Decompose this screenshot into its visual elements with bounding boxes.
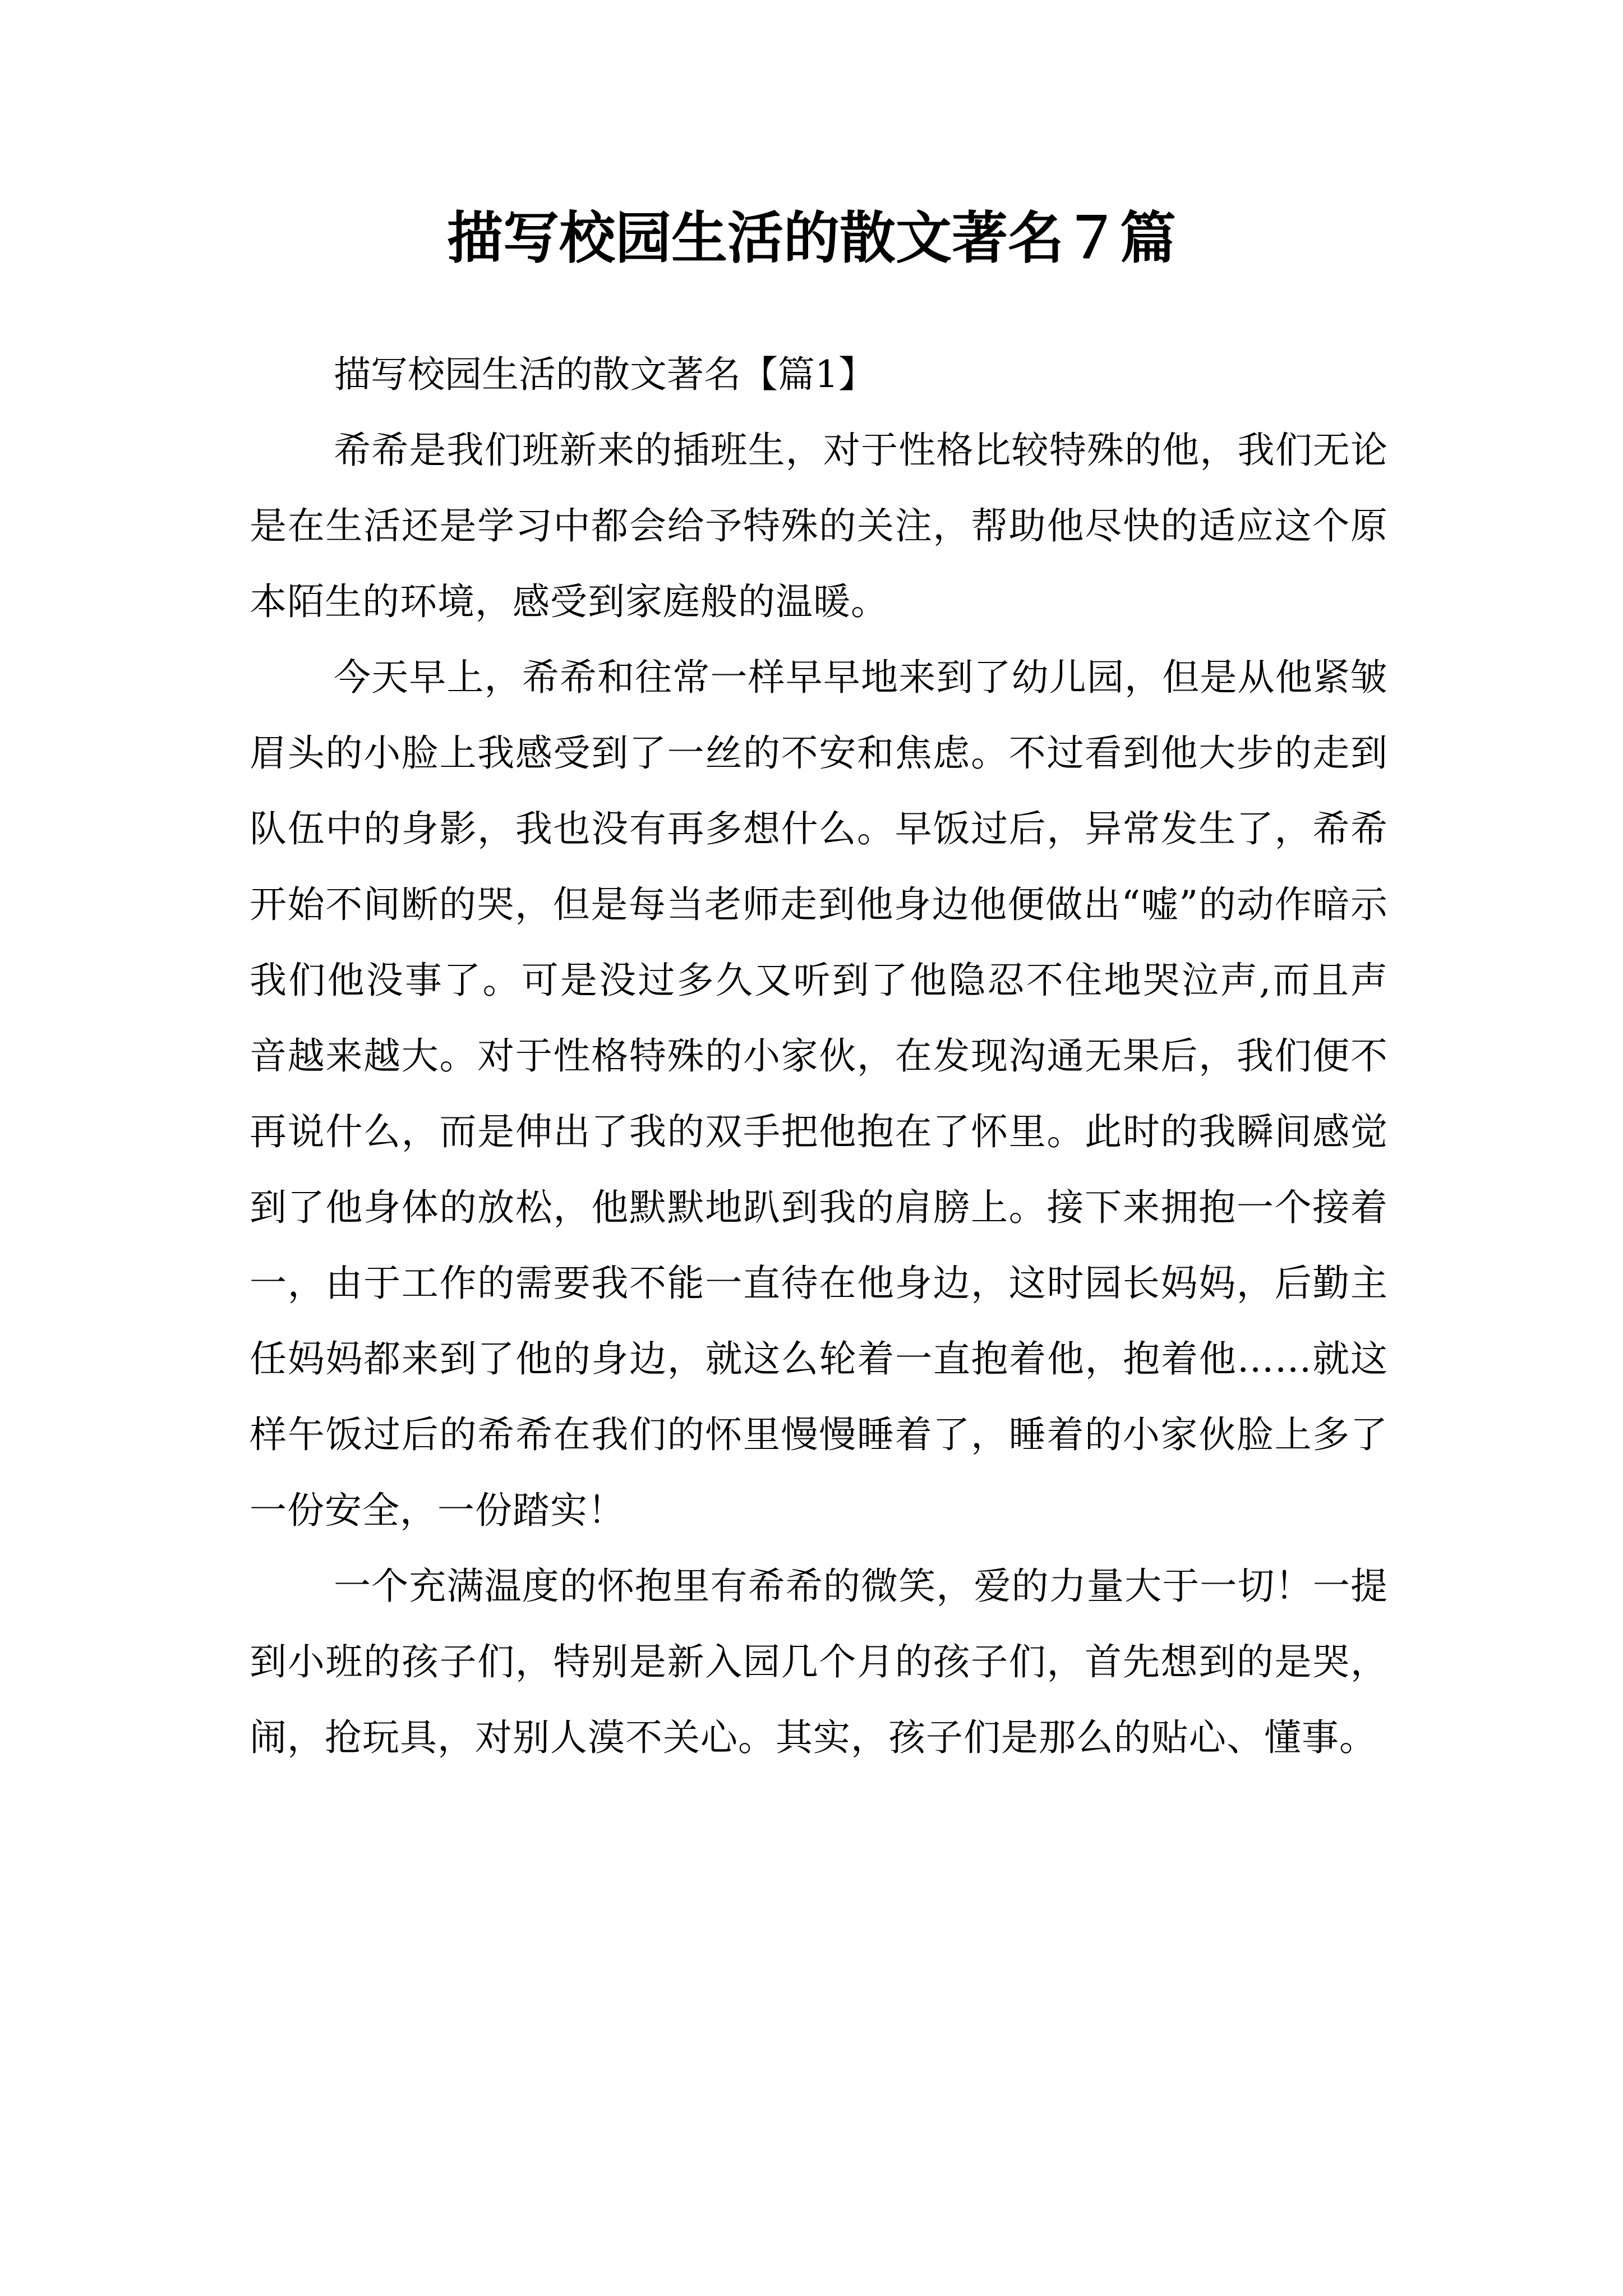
paragraph-1: 希希是我们班新来的插班生，对于性格比较特殊的他，我们无论是在生活还是学习中都会给予特殊的关注，帮助他尽快的适应这个原本陌生的环境，感受到家庭般的温暖。 bbox=[250, 429, 1388, 623]
document-body bbox=[250, 337, 1388, 1775]
section-heading: 描写校园生活的散文著名【篇1】 bbox=[334, 353, 875, 396]
document-title: 描写校园生活的散文著名７篇 bbox=[447, 205, 1176, 271]
paragraph-2: 今天早上，希希和往常一样早早地来到了幼儿园，但是从他紧皱眉头的小脸上我感受到了一丝的不安和焦虑。不过看到他大步的走到队伍中的身影，我也没有再多想什么。早饭过后，异常发生了，希希开始不间断的哭，但是每当老师走到他身边他便做出“嘘”的动作暗示我们他没事了。可是没过多久又听到了他隐忍不住地哭泣声,而且声音越来越大。对于性格特殊的小家伙，在发现沟通无果后，我们便不再说什么，而是伸出了我的双手把他抱在了怀里。此时的我瞬间感觉到了他身体的放松，他默默地趴到我的肩膀上。接下来拥抱一个接着一，由于工作的需要我不能一直待在他身边，这时园长妈妈，后勤主任妈妈都来到了他的身边，就这么轮着一直抱着他，抱着他……就这样午饭过后的希希在我们的怀里慢慢睡着了，睡着的小家伙脸上多了一份安全，一份踏实！ bbox=[250, 656, 1388, 1532]
paragraph-3: 一个充满温度的怀抱里有希希的微笑，爱的力量大于一切！一提到小班的孩子们，特别是新入园几个月的孩子们，首先想到的是哭，闹，抢玩具，对别人漠不关心。其实，孩子们是那么的贴心、懂事。 bbox=[250, 1565, 1388, 1759]
